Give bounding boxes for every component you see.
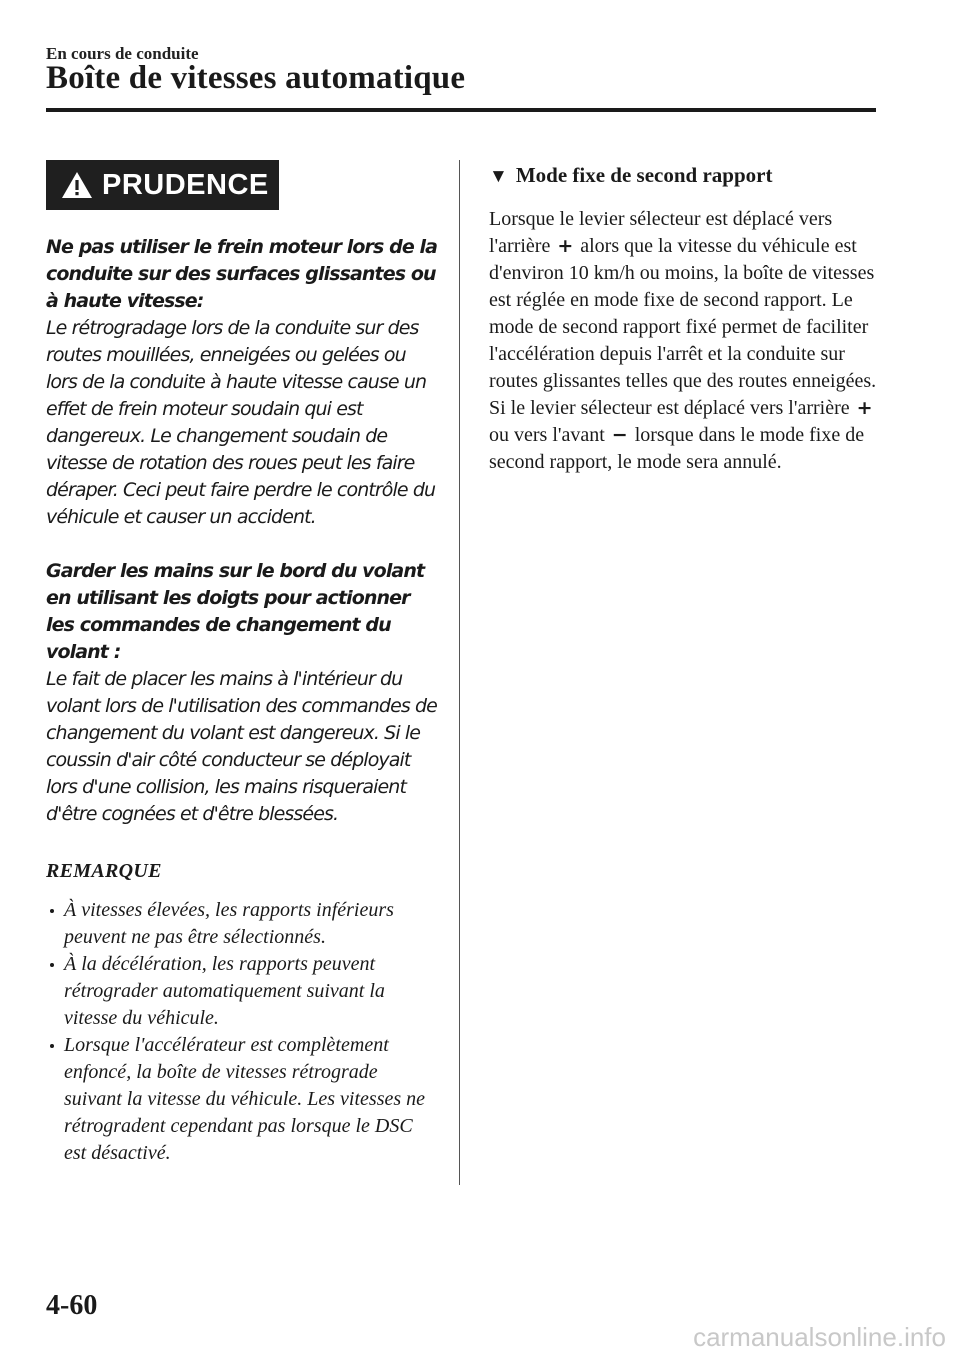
page-title: Boîte de vitesses automatique <box>46 60 466 96</box>
caution-block-text: Le rétrogradage lors de la conduite sur des routes mouillées, enneigées ou gelées ou lors de la conduite à haute vitesse cause un effet de frein moteur soudain qui est dangereux. Le changement soudain de vitesse de rotation des roues peut les faire déraper. Ceci peut faire perdre le contrôle du véhicule et causer un accident. <box>46 317 436 528</box>
triangle-down-icon: ▼ <box>489 166 508 187</box>
right-column <box>489 160 879 476</box>
plus-icon: + <box>856 397 873 419</box>
caution-badge <box>46 160 279 210</box>
caution-block-title: Garder les mains sur le bord du volant en utilisant les doigts pour actionner les commandes de changement du volant : <box>46 560 425 663</box>
paragraph-text: Lorsque le levier sélecteur est déplacé vers l'arrière <box>489 208 833 257</box>
list-item <box>46 1032 438 1167</box>
bullet-icon <box>50 909 54 913</box>
section-heading <box>489 160 879 192</box>
left-column <box>46 160 438 1167</box>
caution-label: PRUDENCE <box>102 168 269 201</box>
remark-title: REMARQUE <box>46 860 162 882</box>
paragraph-text: lorsque dans le mode fixe de second rapport, le mode sera annulé. <box>489 424 865 473</box>
paragraph-text: Si le levier sélecteur est déplacé vers l'arrière <box>489 397 850 419</box>
list-item-text: À vitesses élevées, les rapports inférieurs peuvent ne pas être sélectionnés. <box>64 899 394 948</box>
list-item-text: À la décélération, les rapports peuvent rétrograder automatiquement suivant la vitesse du véhicule. <box>64 953 385 1029</box>
section-paragraph <box>489 206 879 476</box>
bullet-icon <box>50 963 54 967</box>
bullet-icon <box>50 1044 54 1048</box>
header-divider <box>46 108 876 112</box>
warning-triangle-icon <box>60 170 94 200</box>
section-heading-text: Mode fixe de second rapport <box>515 163 773 187</box>
page-number: 4-60 <box>46 1290 98 1321</box>
caution-block-hands <box>46 558 438 828</box>
list-item <box>46 951 438 1032</box>
paragraph-text: ou vers l'avant <box>489 424 605 446</box>
plus-icon: + <box>557 235 574 257</box>
paragraph-text: alors que la vitesse du véhicule est d'environ 10 km/h ou moins, la boîte de vitesses est réglée en mode fixe de second rapport. Le mode de second rapport fixé permet de faciliter l'accélération depuis l'arrêt et la conduite sur routes glissantes telles que des routes enneigées. <box>489 235 877 392</box>
caution-block-text: Le fait de placer les mains à l'intérieur du volant lors de l'utilisation des commandes de changement du volant est dangereux. Si le coussin d'air côté conducteur se déployait lors d'une collision, les mains risqueraient d'être cognées et d'être blessées. <box>46 668 437 825</box>
caution-block-engine-brake <box>46 234 438 531</box>
list-item-text: Lorsque l'accélérateur est complètement enfoncé, la boîte de vitesses rétrograde suivant la vitesse du véhicule. Les vitesses ne rétrogradent cependant pas lorsque le DSC est désactivé. <box>64 1034 426 1164</box>
section-label: En cours de conduite <box>46 44 199 63</box>
watermark: carmanualsonline.info <box>693 1322 946 1352</box>
list-item <box>46 897 438 951</box>
caution-block-title: Ne pas utiliser le frein moteur lors de la conduite sur des surfaces glissantes ou à haute vitesse: <box>46 236 438 312</box>
column-divider <box>459 160 460 1185</box>
remark-list <box>46 897 438 1167</box>
minus-icon: − <box>611 424 628 446</box>
